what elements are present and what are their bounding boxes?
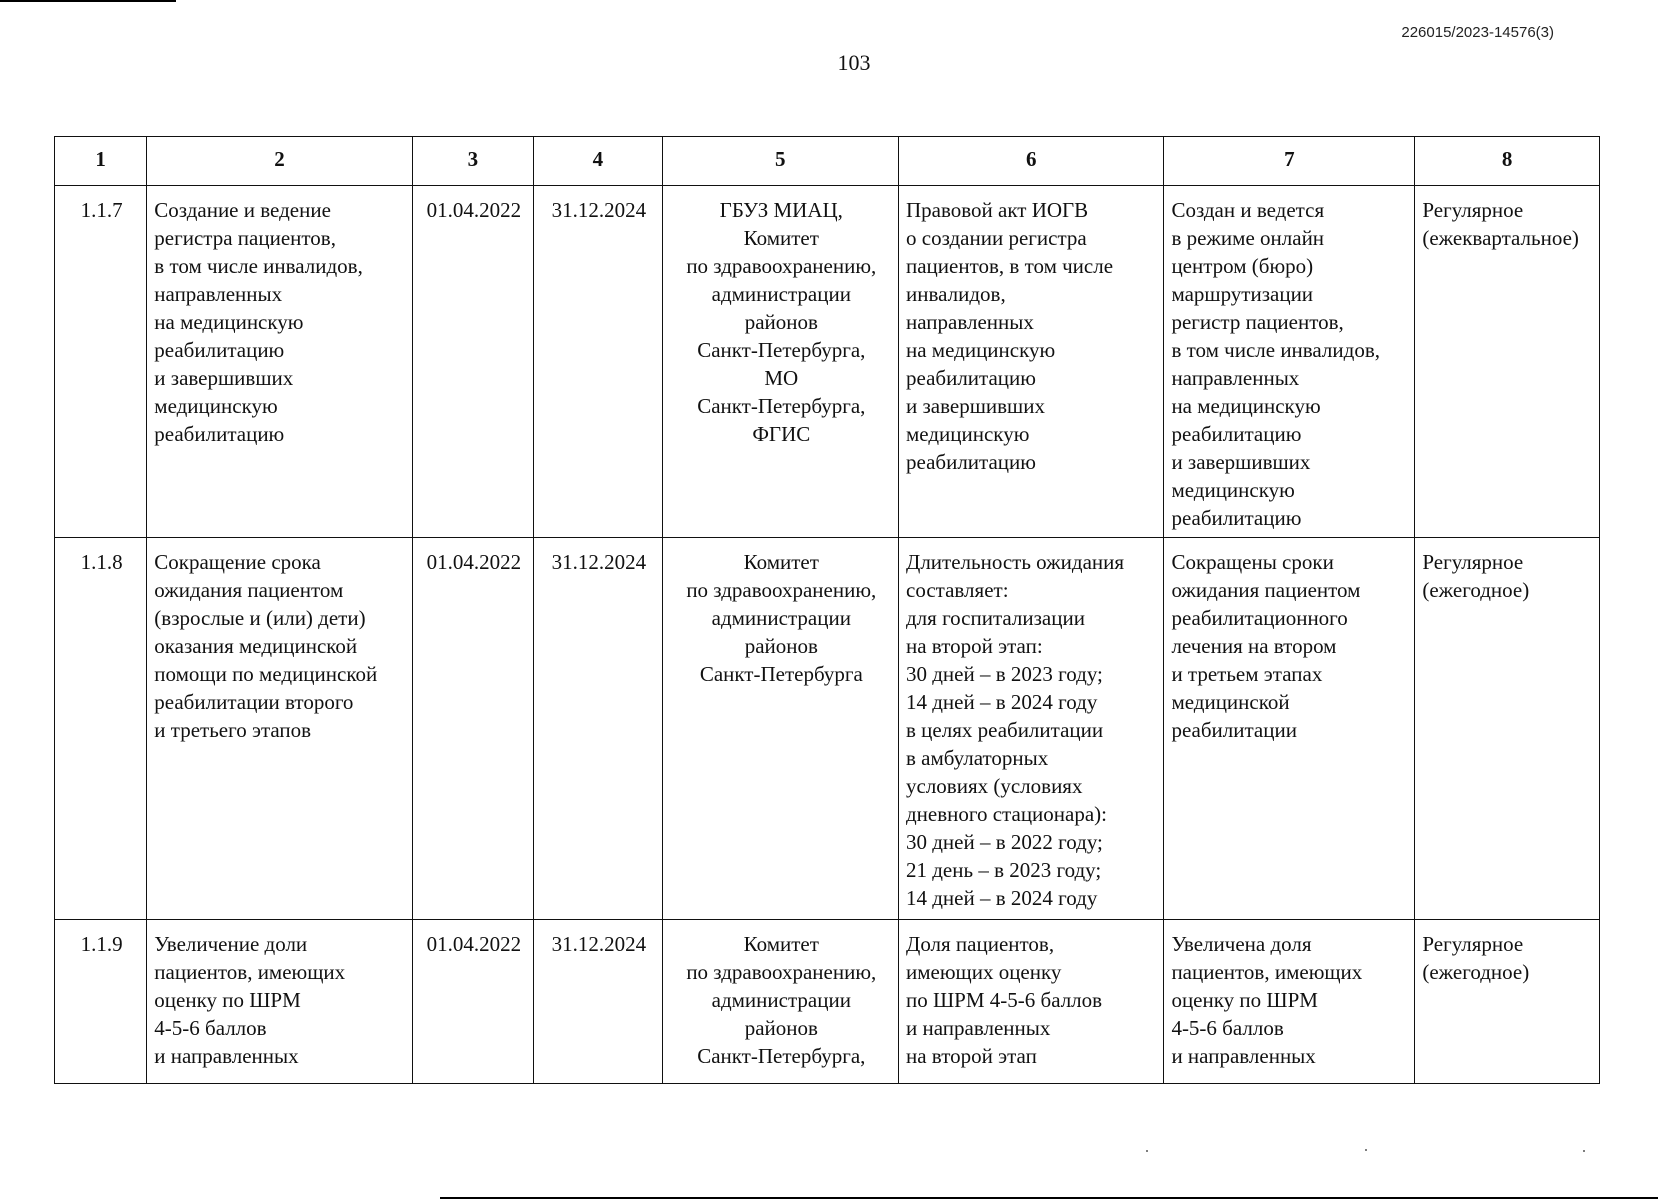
table-body xyxy=(55,186,1600,1084)
cell-line: Увеличение доли xyxy=(154,932,308,956)
table-row xyxy=(55,538,1600,920)
cell-line: Комитет xyxy=(743,932,819,956)
cell-line: реабилитационного xyxy=(1171,606,1348,630)
page-number: 103 xyxy=(837,50,871,75)
cell-line: (ежегодное) xyxy=(1422,960,1530,984)
scan-speck xyxy=(1583,1150,1585,1152)
column-header: 8 xyxy=(1415,137,1600,186)
cell-line: медицинскую xyxy=(906,422,1030,446)
result-cell xyxy=(1164,538,1415,920)
cell-line: реабилитацию xyxy=(154,422,285,446)
cell-line: МО xyxy=(764,366,799,390)
cell-line: по здравоохранению, xyxy=(686,578,877,602)
cell-line: и завершивших xyxy=(1171,450,1311,474)
activity-cell xyxy=(147,538,412,920)
cell-line: пациентов, в том числе xyxy=(906,254,1114,278)
cell-line: администрации xyxy=(711,606,851,630)
cell-line: на второй этап xyxy=(906,1044,1037,1068)
frequency-cell xyxy=(1415,920,1600,1084)
cell-line: и третьем этапах xyxy=(1171,662,1323,686)
cell-line: реабилитации второго xyxy=(154,690,354,714)
cell-line: медицинскую xyxy=(1171,478,1295,502)
cell-line: реабилитацию xyxy=(1171,422,1302,446)
cell-line: районов xyxy=(744,310,818,334)
activity-cell xyxy=(147,186,412,538)
plan-table xyxy=(54,136,1600,1084)
cell-line: Санкт-Петербурга, xyxy=(697,394,866,418)
start-date-cell: 01.04.2022 xyxy=(412,538,533,920)
cell-line: (ежегодное) xyxy=(1422,578,1530,602)
cell-line: реабилитацию xyxy=(154,338,285,362)
cell-line: ФГИС xyxy=(752,422,811,446)
cell-line: оценку по ШРМ xyxy=(154,988,301,1012)
cell-line: пациентов, имеющих xyxy=(1171,960,1363,984)
cell-line: 21 день – в 2023 году; xyxy=(906,858,1102,882)
cell-line: для госпитализации xyxy=(906,606,1085,630)
cell-line: маршрутизации xyxy=(1171,282,1314,306)
cell-line: 14 дней – в 2024 году xyxy=(906,690,1098,714)
responsible-cell xyxy=(662,538,898,920)
cell-line: Создан и ведется xyxy=(1171,198,1325,222)
cell-line: 30 дней – в 2022 году; xyxy=(906,830,1103,854)
cell-line: 14 дней – в 2024 году xyxy=(906,886,1098,910)
cell-line: и направленных xyxy=(906,1016,1051,1040)
cell-line: администрации xyxy=(711,282,851,306)
cell-line: и направленных xyxy=(1171,1044,1316,1068)
cell-line: администрации xyxy=(711,988,851,1012)
column-header: 1 xyxy=(55,137,147,186)
cell-line: регистра пациентов, xyxy=(154,226,336,250)
cell-line: ожидания пациентом xyxy=(154,578,344,602)
cell-line: Создание и ведение xyxy=(154,198,331,222)
scan-speck xyxy=(1365,1149,1367,1151)
responsible-cell xyxy=(662,186,898,538)
cell-line: и третьего этапов xyxy=(154,718,312,742)
column-header: 5 xyxy=(662,137,898,186)
start-date-cell: 01.04.2022 xyxy=(412,920,533,1084)
cell-line: лечения на втором xyxy=(1171,634,1337,658)
cell-line: на медицинскую xyxy=(906,338,1056,362)
scan-speck xyxy=(1146,1150,1148,1152)
end-date-cell: 31.12.2024 xyxy=(534,186,663,538)
cell-line: составляет: xyxy=(906,578,1009,602)
frequency-cell xyxy=(1415,186,1600,538)
cell-line: в амбулаторных xyxy=(906,746,1049,770)
cell-line: Правовой акт ИОГВ xyxy=(906,198,1089,222)
cell-line: Сокращение срока xyxy=(154,550,321,574)
cell-line: Санкт-Петербурга, xyxy=(697,1044,866,1068)
cell-line: Сокращены сроки xyxy=(1171,550,1334,574)
cell-line: помощи по медицинской xyxy=(154,662,378,686)
indicator-cell xyxy=(899,538,1164,920)
result-cell xyxy=(1164,186,1415,538)
cell-line: реабилитацию xyxy=(1171,506,1302,530)
cell-line: Регулярное xyxy=(1422,550,1524,574)
cell-line: по ШРМ 4-5-6 баллов xyxy=(906,988,1103,1012)
cell-line: в том числе инвалидов, xyxy=(154,254,363,278)
scan-edge-bottom xyxy=(440,1197,1658,1199)
cell-line: ГБУЗ МИАЦ, xyxy=(719,198,843,222)
cell-line: на второй этап: xyxy=(906,634,1043,658)
cell-line: и завершивших xyxy=(154,366,294,390)
cell-line: на медицинскую xyxy=(154,310,304,334)
cell-line: 4-5-6 баллов xyxy=(1171,1016,1284,1040)
cell-line: направленных xyxy=(154,282,283,306)
cell-line: пациентов, имеющих xyxy=(154,960,346,984)
cell-line: реабилитацию xyxy=(906,366,1036,390)
cell-line: Увеличена доля xyxy=(1171,932,1312,956)
cell-line: инвалидов, xyxy=(906,282,1006,306)
cell-line: имеющих оценку xyxy=(906,960,1062,984)
cell-line: Санкт-Петербурга, xyxy=(697,338,866,362)
indicator-cell xyxy=(899,186,1164,538)
cell-line: Длительность ожидания xyxy=(906,550,1125,574)
cell-line: (взрослые и (или) дети) xyxy=(154,606,366,630)
cell-line: Регулярное xyxy=(1422,932,1524,956)
responsible-cell xyxy=(662,920,898,1084)
cell-line: Санкт-Петербурга xyxy=(699,662,863,686)
cell-line: Комитет xyxy=(743,550,819,574)
cell-line: и направленных xyxy=(154,1044,299,1068)
cell-line: 4-5-6 баллов xyxy=(154,1016,267,1040)
cell-line: направленных xyxy=(1171,366,1300,390)
cell-line: о создании регистра xyxy=(906,226,1087,250)
cell-line: центром (бюро) xyxy=(1171,254,1314,278)
cell-line: оценку по ШРМ xyxy=(1171,988,1318,1012)
column-header: 6 xyxy=(899,137,1164,186)
cell-line: оказания медицинской xyxy=(154,634,358,658)
result-cell xyxy=(1164,920,1415,1084)
column-header: 2 xyxy=(147,137,412,186)
cell-line: ожидания пациентом xyxy=(1171,578,1361,602)
scan-edge-top xyxy=(0,0,176,2)
cell-line: районов xyxy=(744,634,818,658)
row-number-cell: 1.1.9 xyxy=(55,920,147,1084)
table-row xyxy=(55,920,1600,1084)
table-row xyxy=(55,186,1600,538)
column-header: 3 xyxy=(412,137,533,186)
end-date-cell: 31.12.2024 xyxy=(534,920,663,1084)
cell-line: медицинскую xyxy=(154,394,278,418)
cell-line: условиях (условиях xyxy=(906,774,1083,798)
cell-line: 30 дней – в 2023 году; xyxy=(906,662,1103,686)
cell-line: районов xyxy=(744,1016,818,1040)
cell-line: в целях реабилитации xyxy=(906,718,1104,742)
header-row xyxy=(55,137,1600,186)
start-date-cell: 01.04.2022 xyxy=(412,186,533,538)
cell-line: по здравоохранению, xyxy=(686,960,877,984)
frequency-cell xyxy=(1415,538,1600,920)
document-id: 226015/2023-14576(3) xyxy=(1401,24,1554,41)
cell-line: медицинской xyxy=(1171,690,1290,714)
column-header: 7 xyxy=(1164,137,1415,186)
column-header: 4 xyxy=(534,137,663,186)
row-number-cell: 1.1.8 xyxy=(55,538,147,920)
cell-line: в том числе инвалидов, xyxy=(1171,338,1381,362)
cell-line: по здравоохранению, xyxy=(686,254,877,278)
cell-line: реабилитации xyxy=(1171,718,1297,742)
cell-line: Регулярное xyxy=(1422,198,1524,222)
cell-line: Комитет xyxy=(743,226,819,250)
activity-cell xyxy=(147,920,412,1084)
cell-line: Доля пациентов, xyxy=(906,932,1055,956)
row-number-cell: 1.1.7 xyxy=(55,186,147,538)
end-date-cell: 31.12.2024 xyxy=(534,538,663,920)
table-header xyxy=(55,137,1600,186)
cell-line: в режиме онлайн xyxy=(1171,226,1325,250)
cell-line: и завершивших xyxy=(906,394,1045,418)
cell-line: реабилитацию xyxy=(906,450,1036,474)
cell-line: направленных xyxy=(906,310,1034,334)
cell-line: (ежеквартальное) xyxy=(1422,226,1579,250)
cell-line: регистр пациентов, xyxy=(1171,310,1344,334)
cell-line: на медицинскую xyxy=(1171,394,1321,418)
indicator-cell xyxy=(899,920,1164,1084)
cell-line: дневного стационара): xyxy=(906,802,1107,826)
